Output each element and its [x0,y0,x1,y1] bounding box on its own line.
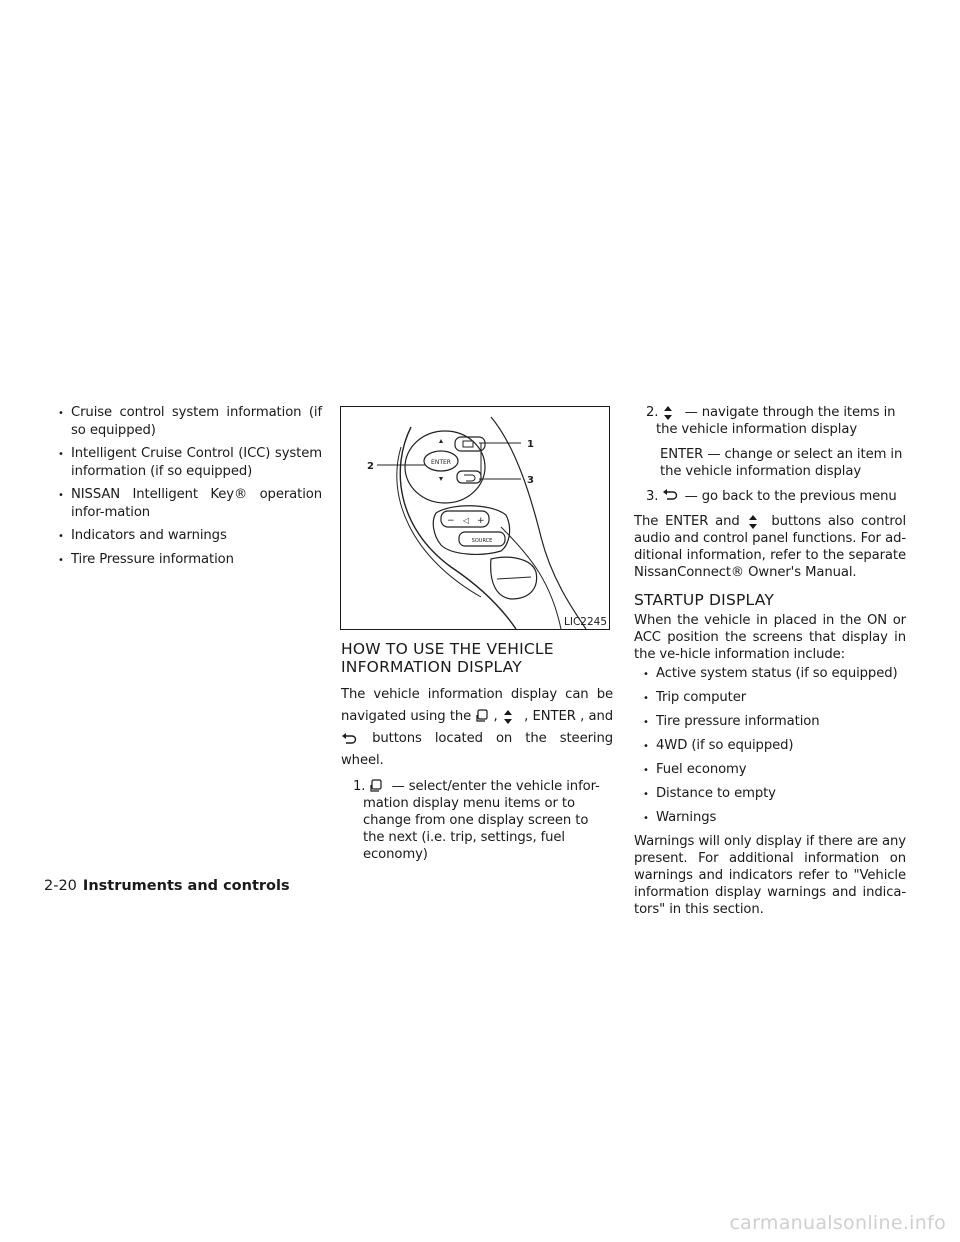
svg-text:−: − [447,516,455,526]
list-item: • Fuel economy [634,761,906,779]
enter-button-text: ENTER [431,459,451,466]
source-button-text: SOURCE [471,538,493,544]
enter-description: ENTER — change or select an item in the vehicle information display [660,447,903,479]
list-item: • Tire Pressure information [46,551,322,569]
figure-label: LIC2245 [564,616,607,628]
steering-switch-figure [340,406,610,630]
back-icon [662,489,680,503]
callout-1: 1 [527,439,534,450]
back-icon [341,731,359,745]
list-item-1: 1. — select/enter the vehicle infor-mation display menu items or to change from one display screen to the next (i.e. trip, settings, fuel economy) [353,779,600,862]
list-item: • Intelligent Cruise Control (ICC) system information (if so equipped) [46,445,322,480]
list-item-2: 2. — navigate through the items in the vehicle information display [646,405,896,437]
list-item: • Tire pressure information [634,713,906,731]
list-item: • 4WD (if so equipped) [634,737,906,755]
watermark: carmanualsonline.info [729,1212,946,1234]
list-item: • Cruise control system information (if so equipped) [46,404,322,439]
list-item: • NISSAN Intelligent Key® operation infor-mation [46,486,322,521]
list-item: • Trip computer [634,689,906,707]
svg-text:◁: ◁ [463,516,470,525]
up-down-arrows-icon [662,405,680,419]
display-select-icon [475,709,493,723]
callout-2: 2 [367,461,374,472]
right-column [634,404,906,924]
startup-outro: Warnings will only display if there are any present. For additional information on warnings and indicators refer to "Vehicle information display warnings and indica-tors" in this section. [634,834,906,917]
section-heading: HOW TO USE THE VEHICLE INFORMATION DISPLAY [341,640,554,676]
up-down-arrows-icon [502,709,520,723]
list-item-3: 3. — go back to the previous menu [646,489,897,504]
startup-intro: When the vehicle in placed in the ON or ACC position the screens that display in the ve-hicle information include: [634,613,906,662]
section-heading: STARTUP DISPLAY [634,591,774,609]
steering-wheel-illustration [341,407,609,629]
middle-column [341,640,613,871]
left-column [46,404,322,575]
note-paragraph: The ENTER and buttons also control audio and control panel functions. For ad-ditional information, refer to the separate NissanConnect® Owner's Manual. [634,514,907,580]
page-footer [44,878,290,894]
intro-paragraph: The vehicle information display can be navigated using the , , ENTER , and buttons located on the steering wheel. [341,687,613,768]
list-item: • Active system status (if so equipped) [634,665,906,683]
page-number: 2-20 [44,878,77,894]
list-item: • Distance to empty [634,785,906,803]
svg-text:+: + [477,516,485,526]
up-down-arrows-icon [747,514,765,528]
callout-3: 3 [527,475,534,486]
list-item: • Warnings [634,809,906,827]
display-select-icon [369,779,387,793]
section-title: Instruments and controls [82,878,290,894]
list-item: • Indicators and warnings [46,527,322,545]
